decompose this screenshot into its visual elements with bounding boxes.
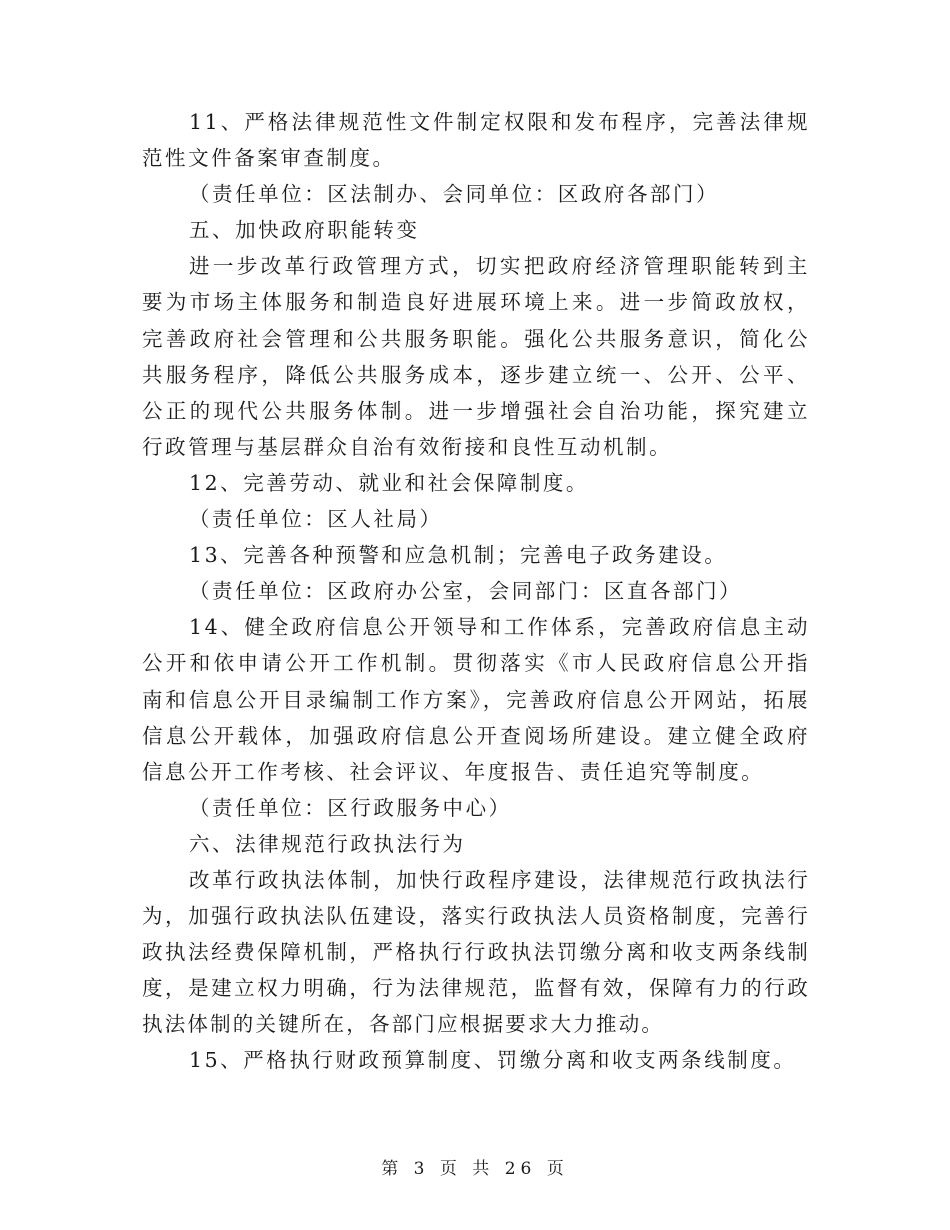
paragraph-responsibility-11: （责任单位：区法制办、会同单位：区政府各部门） [189,182,720,207]
paragraph-responsibility-13: （责任单位：区政府办公室，会同部门：区直各部门） [189,579,743,604]
paragraph-item-14: 14、健全政府信息公开领导和工作体系，完善政府信息主动公开和依申请公开工作机制。贯彻落实《市人民政府信息公开指南和信息公开目录编制工作方案》，完善政府信息公开网站，拓展信息公开载体，加强政府信息公开查阅场所建设。建立健全政府信息公开工作考核、社会评议、年度报告、责任追究等制度。 [142,615,810,784]
paragraph-item-12: 12、完善劳动、就业和社会保障制度。 [189,470,589,495]
paragraph-item-11: 11、严格法律规范性文件制定权限和发布程序，完善法律规范性文件备案审查制度。 [142,110,810,171]
paragraph-item-15: 15、严格执行财政预算制度、罚缴分离和收支两条线制度。 [189,1048,797,1073]
document-body [142,104,810,1079]
page-number-footer: 第 3 页 共 26 页 [381,1159,569,1179]
paragraph-item-13: 13、完善各种预警和应急机制；完善电子政务建设。 [189,543,728,568]
paragraph-section-6-body: 改革行政执法体制，加快行政程序建设，法律规范行政执法行为，加强行政执法队伍建设，落实行政执法人员资格制度，完善行政执法经费保障机制，严格执行行政执法罚缴分离和收支两条线制度，是建立权力明确，行为法律规范，监督有效，保障有力的行政执法体制的关键所在，各部门应根据要求大力推动。 [142,867,810,1037]
section-heading-5: 五、加快政府职能转变 [189,218,420,243]
paragraph-responsibility-12: （责任单位：区人社局） [189,507,443,532]
paragraph-responsibility-14: （责任单位：区行政服务中心） [189,795,512,820]
section-heading-6: 六、法律规范行政执法行为 [189,831,466,856]
paragraph-section-5-body: 进一步改革行政管理方式，切实把政府经济管理职能转到主要为市场主体服务和制造良好进展环境上来。进一步简政放权，完善政府社会管理和公共服务职能。强化公共服务意识，简化公共服务程序，降低公共服务成本，逐步建立统一、公开、公平、公正的现代公共服务体制。进一步增强社会自治功能，探究建立行政管理与基层群众自治有效衔接和良性互动机制。 [142,254,810,459]
